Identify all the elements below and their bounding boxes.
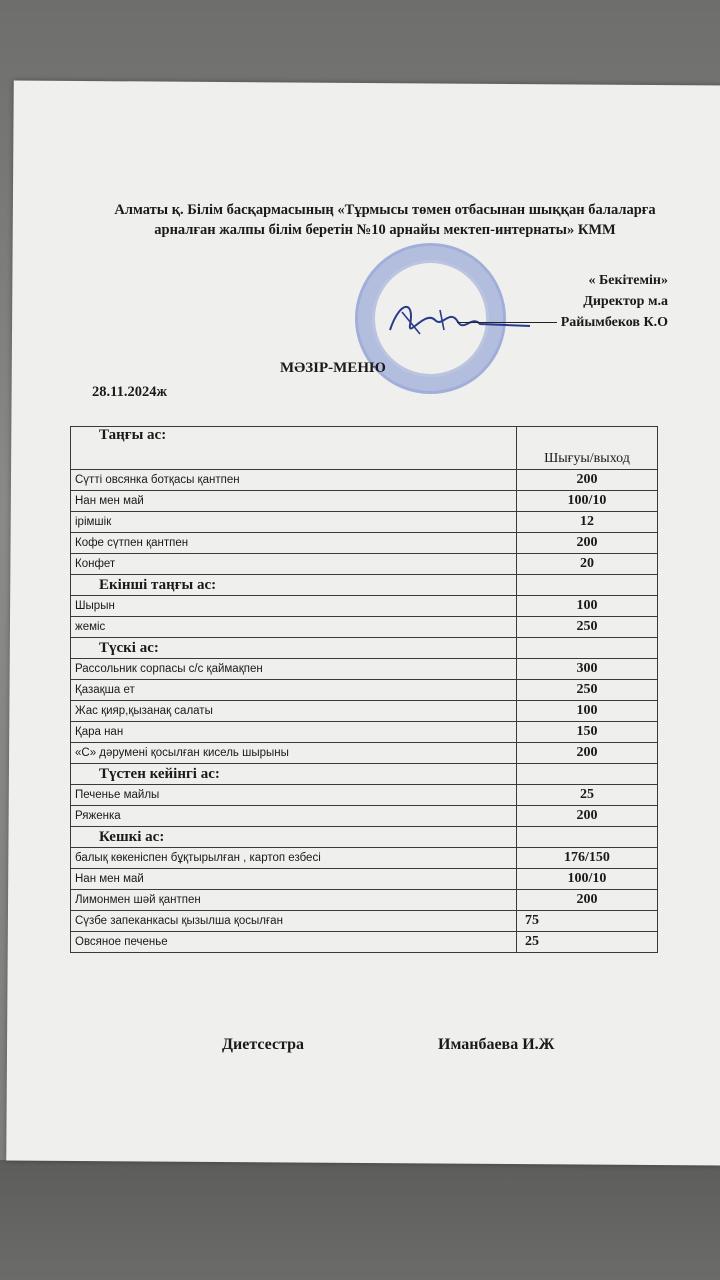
dish-name: Шырын bbox=[71, 596, 517, 617]
dish-name: Қазақша ет bbox=[71, 680, 517, 701]
dish-quantity bbox=[517, 638, 658, 659]
table-row bbox=[71, 554, 658, 575]
dish-name: Нан мен май bbox=[71, 869, 517, 890]
dish-quantity: 100/10 bbox=[517, 491, 658, 512]
menu-title: МӘЗІР-МЕНЮ bbox=[280, 360, 386, 376]
dish-quantity bbox=[517, 575, 658, 596]
table-row bbox=[71, 470, 658, 491]
dish-name: Конфет bbox=[71, 554, 517, 575]
meal-section-row bbox=[71, 827, 658, 848]
table-row bbox=[71, 848, 658, 869]
director-name-line bbox=[457, 312, 668, 333]
meal-section-row bbox=[71, 427, 658, 470]
meal-section-row bbox=[71, 638, 658, 659]
table-row bbox=[71, 890, 658, 911]
dish-quantity: 100 bbox=[517, 596, 658, 617]
dish-name: жеміс bbox=[71, 617, 517, 638]
dish-name: Қара нан bbox=[71, 722, 517, 743]
dish-name: Лимонмен шәй қантпен bbox=[71, 890, 517, 911]
approval-block bbox=[457, 270, 668, 333]
dish-name: балық көкеніспен бұқтырылған , картоп езбесі bbox=[71, 848, 517, 869]
dish-name: Овсяное печенье bbox=[71, 932, 517, 953]
menu-date: 28.11.2024ж bbox=[92, 384, 167, 400]
meal-section-name: Таңғы ас: bbox=[71, 427, 517, 470]
dish-quantity: 100 bbox=[517, 701, 658, 722]
dish-quantity: 150 bbox=[517, 722, 658, 743]
table-row bbox=[71, 722, 658, 743]
meal-section-name: Түстен кейінгі ас: bbox=[71, 764, 517, 785]
table-row bbox=[71, 680, 658, 701]
dish-quantity: 200 bbox=[517, 533, 658, 554]
dish-quantity: 176/150 bbox=[517, 848, 658, 869]
dish-name: Рассольник сорпасы с/с қаймақпен bbox=[71, 659, 517, 680]
meal-section-name: Түскі ас: bbox=[71, 638, 517, 659]
dish-name: Жас қияр,қызанақ салаты bbox=[71, 701, 517, 722]
dish-quantity bbox=[517, 764, 658, 785]
dietitian-role: Диетсестра bbox=[222, 1036, 305, 1053]
dish-quantity: 25 bbox=[517, 785, 658, 806]
director-name: Райымбеков К.О bbox=[560, 315, 668, 330]
dish-name: ірімшік bbox=[71, 512, 517, 533]
dish-quantity bbox=[517, 827, 658, 848]
table-row bbox=[71, 869, 658, 890]
output-column-header: Шығуы/выход bbox=[517, 427, 658, 470]
table-row bbox=[71, 617, 658, 638]
dish-name: Сүтті овсянка ботқасы қантпен bbox=[71, 470, 517, 491]
meal-section-row bbox=[71, 575, 658, 596]
table-row bbox=[71, 596, 658, 617]
dietitian-name: Иманбаева И.Ж bbox=[438, 1036, 555, 1053]
dish-quantity: 75 bbox=[517, 911, 658, 932]
dish-name: Кофе сүтпен қантпен bbox=[71, 533, 517, 554]
dish-name: Печенье майлы bbox=[71, 785, 517, 806]
table-row bbox=[71, 491, 658, 512]
meal-section-name: Екінші таңғы ас: bbox=[71, 575, 517, 596]
table-row bbox=[71, 512, 658, 533]
dish-quantity: 100/10 bbox=[517, 869, 658, 890]
director-position: Директор м.а bbox=[583, 294, 668, 309]
dish-name: «С» дәруменi қосылған кисель шырыны bbox=[71, 743, 517, 764]
approval-label: « Бекітемін» bbox=[588, 273, 668, 288]
table-surface bbox=[0, 1160, 720, 1280]
signature-line bbox=[457, 322, 557, 323]
dish-name: Нан мен май bbox=[71, 491, 517, 512]
dish-quantity: 12 bbox=[517, 512, 658, 533]
dish-quantity: 250 bbox=[517, 617, 658, 638]
table-row bbox=[71, 659, 658, 680]
dish-quantity: 25 bbox=[517, 932, 658, 953]
dish-quantity: 20 bbox=[517, 554, 658, 575]
dish-quantity: 200 bbox=[517, 470, 658, 491]
meal-section-row bbox=[71, 764, 658, 785]
dish-name: Сүзбе запеканкасы қызылша қосылған bbox=[71, 911, 517, 932]
table-row bbox=[71, 806, 658, 827]
dish-quantity: 250 bbox=[517, 680, 658, 701]
organization-title: Алматы қ. Білім басқармасының «Тұрмысы төмен отбасынан шыққан балаларға арналған жалпы білім беретін №10 арнайы мектеп-интернаты» КММ bbox=[114, 202, 656, 238]
dish-quantity: 200 bbox=[517, 806, 658, 827]
meal-section-name: Кешкі ас: bbox=[71, 827, 517, 848]
table-row bbox=[71, 743, 658, 764]
dish-quantity: 200 bbox=[517, 890, 658, 911]
menu-table bbox=[70, 426, 658, 953]
table-row bbox=[71, 533, 658, 554]
table-row bbox=[71, 911, 658, 932]
dish-quantity: 200 bbox=[517, 743, 658, 764]
dish-name: Ряженка bbox=[71, 806, 517, 827]
dish-quantity: 300 bbox=[517, 659, 658, 680]
table-row bbox=[71, 932, 658, 953]
table-row bbox=[71, 701, 658, 722]
table-row bbox=[71, 785, 658, 806]
